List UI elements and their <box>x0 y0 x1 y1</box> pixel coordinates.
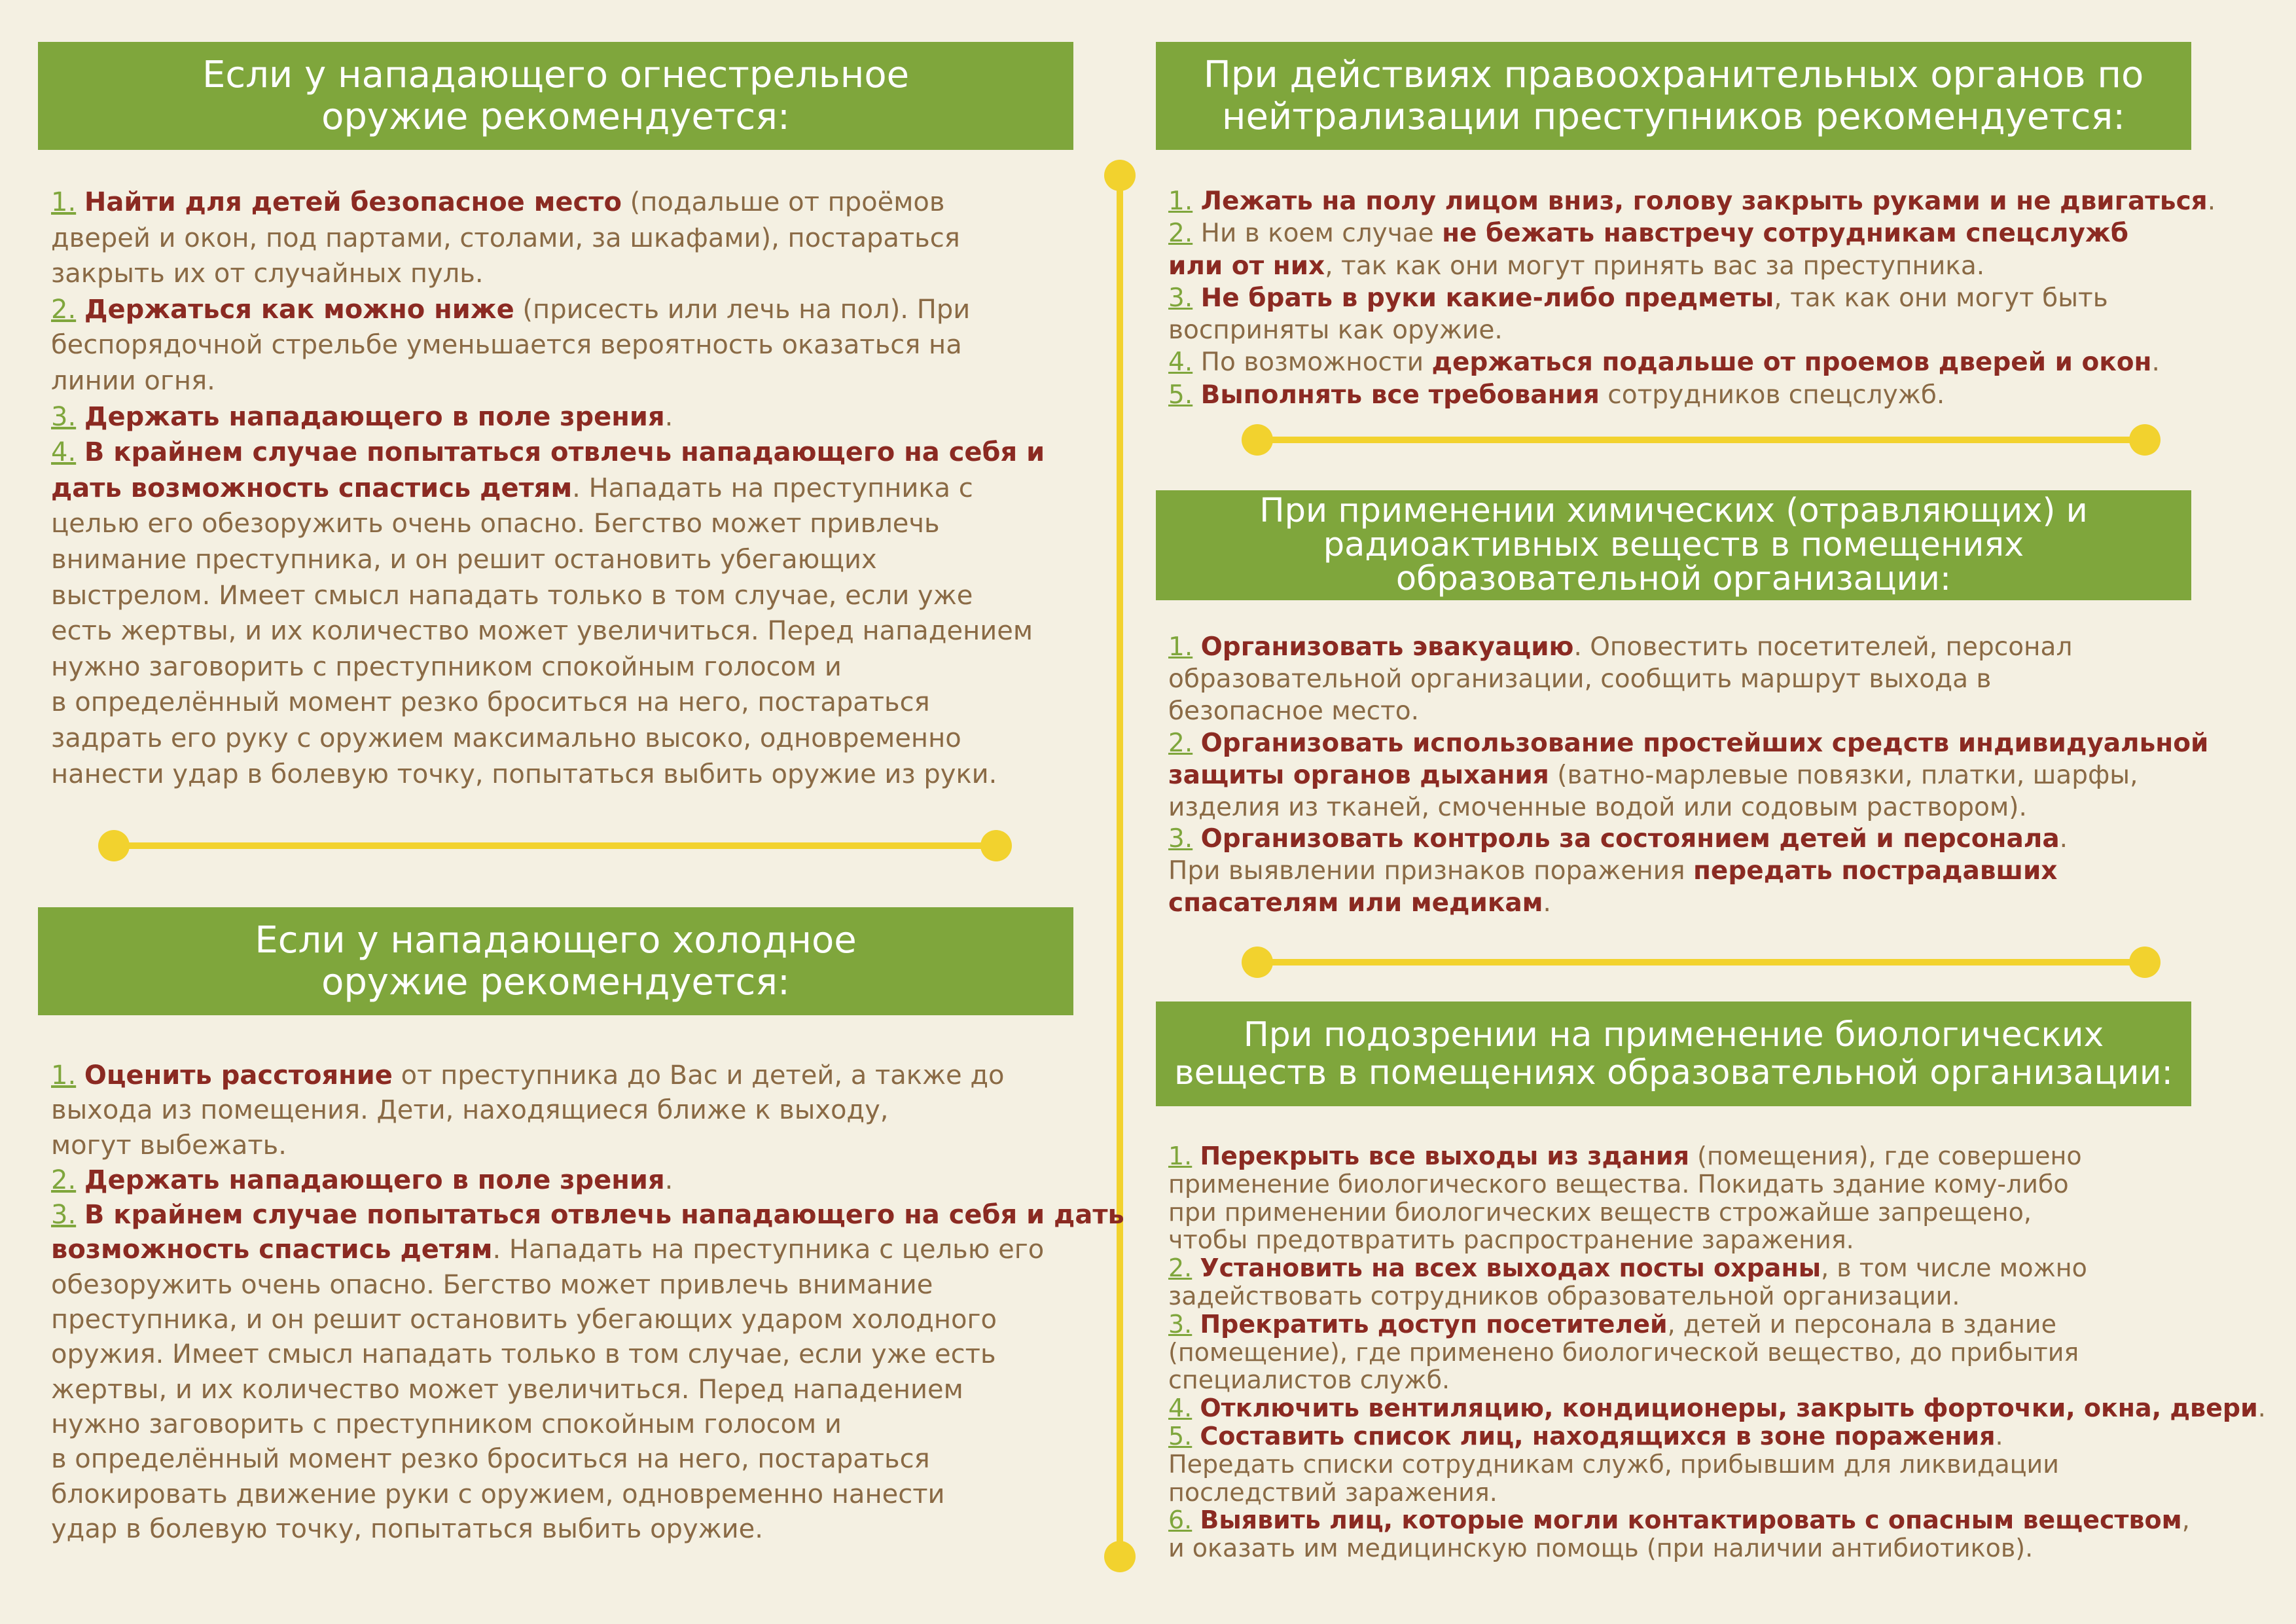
emphasis-text: Оценить расстояние <box>84 1060 393 1091</box>
chemical-line <box>1168 792 2208 824</box>
body-text: (помещения), где совершено <box>1689 1142 2082 1170</box>
item-number: 3. <box>1168 1309 1193 1339</box>
biological-line <box>1168 1366 2266 1394</box>
item-number: 2. <box>51 1164 77 1195</box>
item-number: 1. <box>1168 1142 1193 1170</box>
body-text: . <box>2257 1394 2266 1423</box>
body-text: задрать его руку с оружием максимально высоко, одновременно <box>51 723 961 753</box>
emphasis-text: Отключить вентиляцию, кондиционеры, закрыть форточки, окна, двери <box>1200 1394 2258 1423</box>
emphasis-text: Выявить лиц, которые могли контактировать с опасным веществом <box>1200 1506 2182 1535</box>
law-enforcement-line <box>1168 217 2215 249</box>
law-enforcement-header-line-2: нейтрализации преступников рекомендуется: <box>1221 95 2126 138</box>
emphasis-text: В крайнем случае попытаться отвлечь нападающего на себя и дать <box>84 1200 1124 1231</box>
body-text: дверей и окон, под партами, столами, за шкафами), постараться <box>51 223 960 253</box>
cold-weapon-header-line-1: Если у нападающего холодное <box>255 918 857 962</box>
firearm-line <box>51 506 1045 542</box>
item-number: 5. <box>1168 1421 1193 1451</box>
body-text <box>76 187 84 217</box>
body-text: (ватно-марлевые повязки, платки, шарфы, <box>1549 760 2138 790</box>
body-text: есть жертвы, и их количество может увеличиться. Перед нападением <box>51 616 1033 647</box>
law-enforcement-header-line-1: При действиях правоохранительных органов по <box>1203 53 2144 96</box>
body-text: , <box>2181 1506 2190 1535</box>
body-text: при применении биологических веществ строжайше запрещено, <box>1168 1197 2032 1227</box>
biological-line <box>1168 1282 2266 1310</box>
emphasis-text: Не брать в руки какие-либо предметы <box>1200 283 1774 313</box>
firearm-header-line-1: Если у нападающего огнестрельное <box>202 53 910 96</box>
chemical-header-line-2: радиоактивных веществ в помещениях <box>1323 526 2024 564</box>
firearm-line <box>51 256 1045 292</box>
firearm-line <box>51 185 1045 221</box>
item-number: 2. <box>1168 219 1193 249</box>
body-text <box>1193 632 1200 662</box>
item-number: 1. <box>1168 187 1193 216</box>
emphasis-text: Держаться как можно ниже <box>84 294 514 325</box>
biological-header-line-1: При подозрении на применение биологических <box>1243 1015 2104 1055</box>
firearm-line <box>51 471 1045 507</box>
body-text: Ни в коем случае <box>1193 219 1443 249</box>
emphasis-text: Составить список лиц, находящихся в зоне поражения <box>1200 1421 1996 1451</box>
item-number: 3. <box>1168 824 1193 854</box>
emphasis-text: Организовать контроль за состоянием детей и персонала <box>1200 824 2060 854</box>
item-number: 5. <box>1168 380 1193 410</box>
emphasis-text: Выполнять все требования <box>1200 380 1600 410</box>
body-text: (подальше от проёмов <box>621 187 945 217</box>
body-text: в определённый момент резко броситься на него, постараться <box>51 1444 930 1475</box>
emphasis-text: не бежать навстречу сотрудникам спецслужб <box>1442 219 2128 249</box>
body-text: могут выбежать. <box>51 1130 287 1161</box>
biological-line <box>1168 1339 2266 1367</box>
body-text: . Оповестить посетителей, персонал <box>1573 632 2073 662</box>
law-enforcement-recommendations <box>1168 185 2215 411</box>
firearm-header <box>38 42 1073 150</box>
item-number: 3. <box>51 1200 77 1231</box>
cold-weapon-line <box>51 1407 1124 1442</box>
item-number: 2. <box>1168 728 1193 758</box>
body-text: внимание преступника, и он решит остановить убегающих <box>51 544 877 575</box>
chemical-line <box>1168 632 2208 664</box>
body-text: . <box>1543 888 1551 918</box>
item-number: 1. <box>1168 632 1193 662</box>
emphasis-text: возможность спастись детям <box>51 1235 493 1265</box>
biological-line <box>1168 1506 2266 1534</box>
item-number: 1. <box>51 187 77 217</box>
body-text: , детей и персонала в здание <box>1667 1309 2056 1339</box>
biological-line <box>1168 1226 2266 1254</box>
body-text <box>76 1200 84 1230</box>
biological-line <box>1168 1479 2266 1507</box>
body-text: применение биологического вещества. Покидать здание кому-либо <box>1168 1169 2069 1199</box>
biological-line <box>1168 1170 2266 1199</box>
emphasis-text: Лежать на полу лицом вниз, голову закрыть руками и не двигаться <box>1200 187 2208 216</box>
body-text <box>76 1165 84 1195</box>
body-text <box>1193 380 1200 410</box>
cold-weapon-line <box>51 1442 1124 1477</box>
body-text: , в том числе можно <box>1821 1254 2087 1283</box>
body-text: целью его обезоружить очень опасно. Бегство может привлечь <box>51 509 940 539</box>
body-text: обезоружить очень опасно. Бегство может привлечь внимание <box>51 1269 933 1300</box>
cold-weapon-line <box>51 1303 1124 1337</box>
body-text: восприняты как оружие. <box>1168 316 1503 346</box>
biological-recommendations <box>1168 1142 2266 1562</box>
biological-line <box>1168 1254 2266 1282</box>
cold-weapon-line <box>51 1268 1124 1303</box>
body-text: оружия. Имеет смысл нападать только в том случае, если уже есть <box>51 1339 996 1370</box>
separator-left <box>111 842 995 849</box>
cold-weapon-line <box>51 1093 1124 1128</box>
body-text: По возможности <box>1193 348 1432 378</box>
item-number: 3. <box>1168 283 1193 313</box>
body-text: , так как они могут быть <box>1774 283 2108 313</box>
body-text: линии огня. <box>51 365 215 396</box>
separator-right-1-dot-start <box>1242 424 1273 456</box>
body-text <box>1192 1254 1200 1282</box>
chemical-recommendations <box>1168 632 2208 920</box>
body-text <box>76 295 84 325</box>
biological-line <box>1168 1142 2266 1170</box>
emphasis-text: защиты органов дыхания <box>1168 760 1549 790</box>
firearm-line <box>51 435 1045 471</box>
biological-line <box>1168 1422 2266 1451</box>
body-text: изделия из тканей, смоченные водой или содовым раствором). <box>1168 792 2027 822</box>
body-text <box>1193 729 1200 758</box>
body-text: . <box>2059 824 2068 854</box>
law-enforcement-line <box>1168 282 2215 314</box>
body-text: . Нападать на преступника с целью его <box>492 1235 1045 1265</box>
law-enforcement-line <box>1168 250 2215 282</box>
item-number: 3. <box>51 401 77 432</box>
firearm-line <box>51 721 1045 757</box>
item-number: 4. <box>1168 1394 1193 1423</box>
item-number: 2. <box>1168 1254 1193 1283</box>
firearm-line <box>51 649 1045 685</box>
body-text: блокировать движение руки с оружием, одновременно нанести <box>51 1479 945 1509</box>
body-text: последствий заражения. <box>1168 1477 1498 1507</box>
body-text: выхода из помещения. Дети, находящиеся ближе к выходу, <box>51 1095 889 1126</box>
chemical-line <box>1168 856 2208 888</box>
body-text: задействовать сотрудников образовательной организации. <box>1168 1281 1960 1310</box>
emphasis-text: Организовать использование простейших средств индивидуальной <box>1200 728 2209 758</box>
body-text: чтобы предотвратить распространение заражения. <box>1168 1225 1854 1255</box>
body-text: нанести удар в болевую точку, попытаться выбить оружие из руки. <box>51 759 997 789</box>
body-text: (помещение), где применено биологической вещество, до прибытия <box>1168 1337 2079 1367</box>
emphasis-text: Найти для детей безопасное место <box>84 187 622 217</box>
item-number: 4. <box>1168 348 1193 378</box>
separator-right-2-dot-start <box>1242 947 1273 978</box>
body-text <box>1192 1422 1200 1451</box>
cold-weapon-line <box>51 1233 1124 1267</box>
body-text <box>1193 283 1200 313</box>
emphasis-text: дать возможность спастись детям <box>51 473 573 503</box>
cold-weapon-header <box>38 907 1073 1015</box>
body-text: выстрелом. Имеет смысл нападать только в том случае, если уже <box>51 580 973 611</box>
cold-weapon-recommendations <box>51 1058 1124 1547</box>
body-text: Передать списки сотрудникам служб, прибывшим для ликвидации <box>1168 1449 2059 1479</box>
body-text: (присесть или лечь на пол). При <box>514 294 971 325</box>
biological-line <box>1168 1199 2266 1227</box>
body-text: нужно заговорить с преступником спокойным голосом и <box>51 651 842 682</box>
body-text: удар в болевую точку, попытаться выбить оружие. <box>51 1513 763 1544</box>
body-text <box>1192 1394 1200 1422</box>
firearm-line <box>51 363 1045 399</box>
emphasis-text: спасателям или медикам <box>1168 888 1543 918</box>
chemical-line <box>1168 696 2208 728</box>
separator-right-2 <box>1255 959 2144 965</box>
cold-weapon-line <box>51 1163 1124 1198</box>
law-enforcement-line <box>1168 346 2215 378</box>
chemical-line <box>1168 760 2208 792</box>
firearm-line <box>51 613 1045 649</box>
law-enforcement-header <box>1156 42 2191 150</box>
body-text <box>76 1060 84 1091</box>
biological-line <box>1168 1534 2266 1562</box>
cold-weapon-line <box>51 1337 1124 1372</box>
body-text: от преступника до Вас и детей, а также до <box>392 1060 1005 1091</box>
item-number: 2. <box>51 294 77 325</box>
body-text: беспорядочной стрельбе уменьшается вероятность оказаться на <box>51 330 962 361</box>
law-enforcement-line <box>1168 185 2215 217</box>
chemical-line <box>1168 888 2208 920</box>
separator-left-dot-end <box>980 830 1012 861</box>
body-text: нужно заговорить с преступником спокойным голосом и <box>51 1409 842 1439</box>
firearm-line <box>51 685 1045 721</box>
body-text <box>76 402 84 432</box>
separator-right-1 <box>1255 437 2144 443</box>
firearm-line <box>51 292 1045 328</box>
body-text: . <box>1995 1421 2003 1451</box>
body-text: При выявлении признаков поражения <box>1168 856 1693 886</box>
cold-weapon-header-line-2: оружие рекомендуется: <box>321 960 790 1003</box>
law-enforcement-line <box>1168 379 2215 411</box>
body-text: в определённый момент резко броситься на него, постараться <box>51 687 930 718</box>
divider-dot-top <box>1104 160 1136 191</box>
body-text: закрыть их от случайных пуль. <box>51 259 484 289</box>
body-text: . <box>2151 348 2160 378</box>
item-number: 1. <box>51 1060 77 1091</box>
biological-line <box>1168 1394 2266 1422</box>
body-text: образовательной организации, сообщить маршрут выхода в <box>1168 664 1992 694</box>
firearm-line <box>51 542 1045 578</box>
item-number: 6. <box>1168 1506 1193 1535</box>
firearm-line <box>51 327 1045 363</box>
biological-header-line-2: веществ в помещениях образовательной организации: <box>1174 1053 2174 1092</box>
body-text: и оказать им медицинскую помощь (при наличии антибиотиков). <box>1168 1534 2034 1563</box>
body-text <box>76 437 84 467</box>
biological-header <box>1156 1001 2191 1106</box>
law-enforcement-line <box>1168 314 2215 346</box>
body-text <box>1193 187 1200 216</box>
body-text: . <box>2207 187 2216 216</box>
emphasis-text: Держать нападающего в поле зрения <box>84 1164 665 1195</box>
body-text: безопасное место. <box>1168 696 1420 726</box>
body-text: специалистов служб. <box>1168 1365 1450 1395</box>
body-text: . <box>664 401 673 432</box>
body-text <box>1192 1506 1200 1534</box>
cold-weapon-line <box>51 1477 1124 1512</box>
emphasis-text: передать пострадавших <box>1693 856 2058 886</box>
firearm-line <box>51 399 1045 435</box>
emphasis-text: Держать нападающего в поле зрения <box>84 401 665 432</box>
firearm-line <box>51 221 1045 257</box>
body-text <box>1192 1142 1200 1170</box>
separator-left-dot-start <box>98 830 130 861</box>
emphasis-text: или от них <box>1168 251 1325 281</box>
cold-weapon-line <box>51 1058 1124 1093</box>
chemical-header-line-3: образовательной организации: <box>1395 560 1952 598</box>
chemical-header-line-1: При применении химических (отравляющих) и <box>1259 492 2088 530</box>
emphasis-text: Установить на всех выходах посты охраны <box>1200 1254 1821 1283</box>
cold-weapon-line <box>51 1373 1124 1407</box>
body-text: жертвы, и их количество может увеличиться. Перед нападением <box>51 1374 963 1405</box>
chemical-line <box>1168 728 2208 760</box>
body-text <box>1192 1310 1200 1339</box>
chemical-line <box>1168 823 2208 856</box>
firearm-header-line-2: оружие рекомендуется: <box>321 95 790 138</box>
item-number: 4. <box>51 437 77 468</box>
body-text: . <box>664 1164 673 1195</box>
separator-right-2-dot-end <box>2129 947 2161 978</box>
firearm-recommendations <box>51 185 1045 792</box>
separator-right-1-dot-end <box>2129 424 2161 456</box>
cold-weapon-line <box>51 1128 1124 1163</box>
cold-weapon-line <box>51 1512 1124 1547</box>
biological-line <box>1168 1310 2266 1339</box>
cold-weapon-line <box>51 1198 1124 1233</box>
emphasis-text: Перекрыть все выходы из здания <box>1200 1142 1690 1170</box>
emphasis-text: держаться подальше от проемов дверей и окон <box>1431 348 2152 378</box>
body-text: преступника, и он решит остановить убегающих ударом холодного <box>51 1305 997 1335</box>
body-text: сотрудников спецслужб. <box>1599 380 1945 410</box>
body-text: . Нападать на преступника с <box>572 473 973 503</box>
emphasis-text: Прекратить доступ посетителей <box>1200 1309 1668 1339</box>
emphasis-text: В крайнем случае попытаться отвлечь нападающего на себя и <box>84 437 1045 468</box>
body-text <box>1193 824 1200 854</box>
chemical-line <box>1168 664 2208 696</box>
firearm-line <box>51 578 1045 614</box>
chemical-header <box>1156 490 2191 600</box>
biological-line <box>1168 1451 2266 1479</box>
firearm-line <box>51 757 1045 793</box>
emphasis-text: Организовать эвакуацию <box>1200 632 1574 662</box>
body-text: , так как они могут принять вас за преступника. <box>1325 251 1985 281</box>
